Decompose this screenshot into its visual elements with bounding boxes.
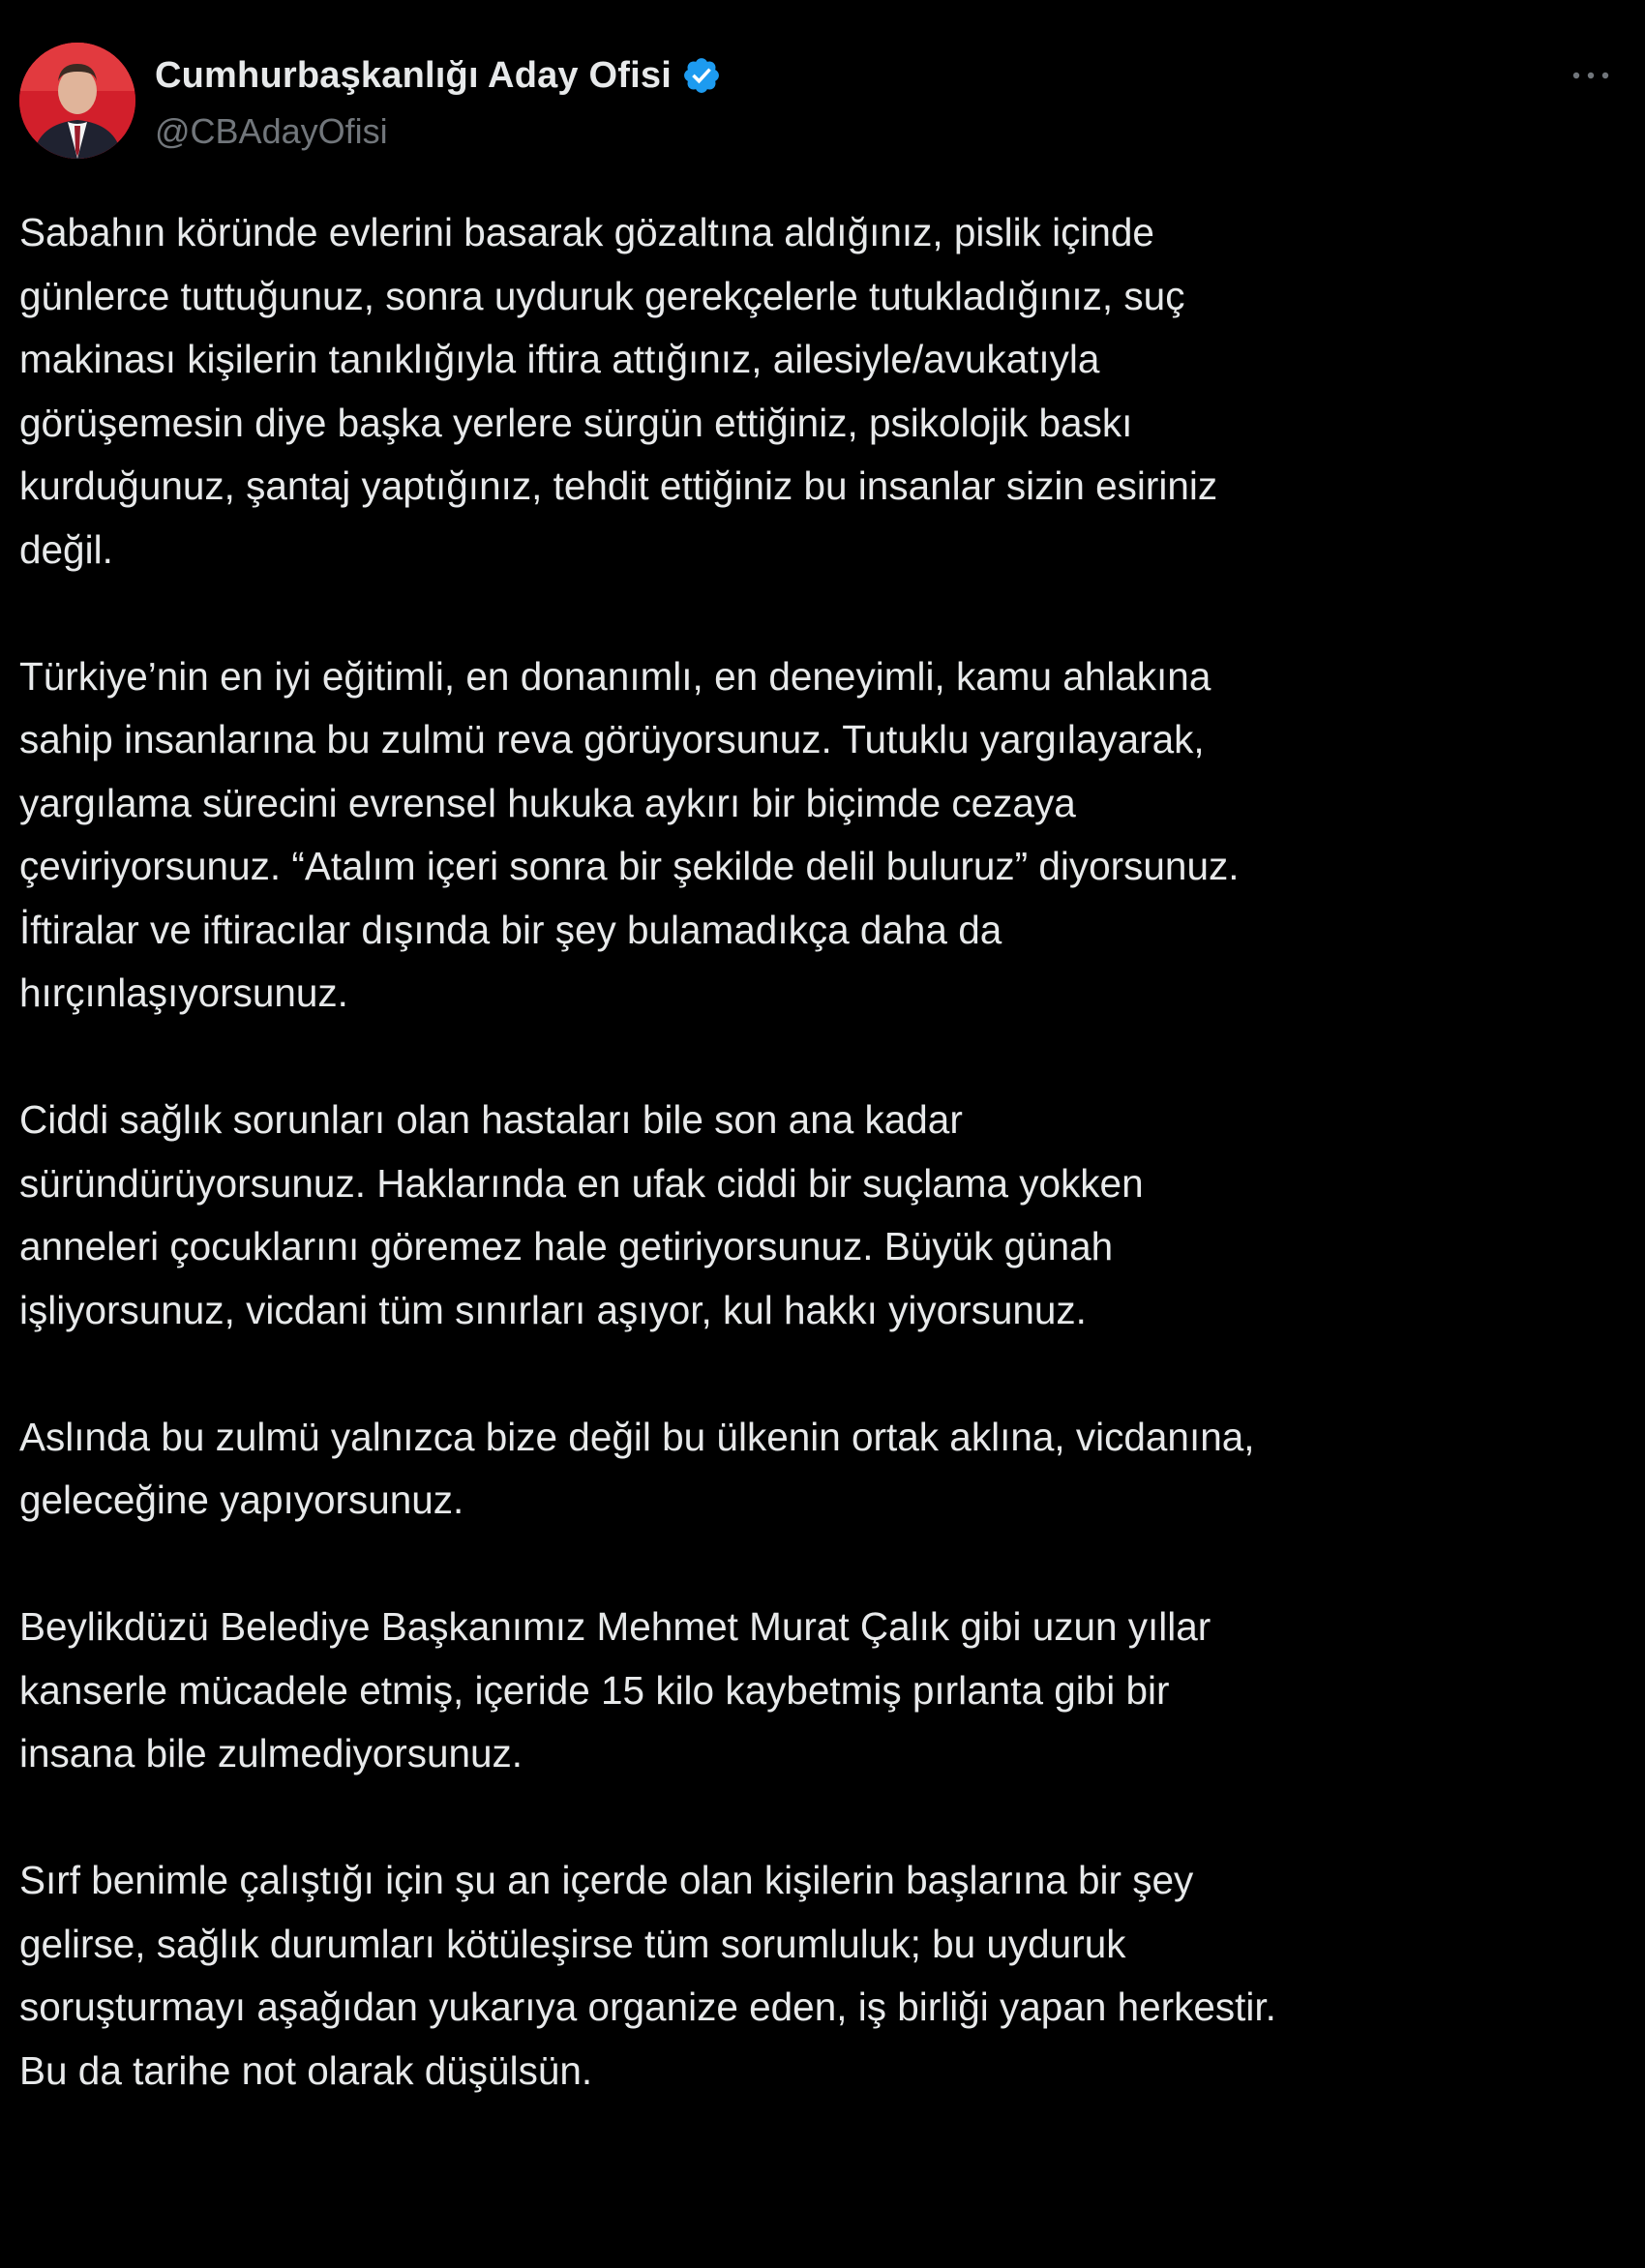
profile-photo-icon	[19, 43, 135, 159]
verified-badge-icon[interactable]	[681, 55, 722, 96]
tweet-text	[19, 201, 1626, 2103]
tweet-paragraph-3: Ciddi sağlık sorunları olan hastaları bile son ana kadar süründürüyorsunuz. Haklarında en ufak ciddi bir suçlama yokken anneleri çocuklarını göremez hale getiriyorsunuz. Büyük günah işliyorsunuz, vicdani tüm sınırları aşıyor, kul hakkı yiyorsunuz.	[19, 1097, 1144, 1332]
ellipsis-icon	[1571, 71, 1610, 80]
tweet-header	[19, 43, 1626, 163]
author-names	[155, 46, 722, 163]
display-name[interactable]: Cumhurbaşkanlığı Aday Ofisi	[155, 54, 672, 96]
tweet-paragraph-4: Aslında bu zulmü yalnızca bize değil bu ülkenin ortak aklına, vicdanına, geleceğine yapıyorsunuz.	[19, 1414, 1255, 1522]
tweet-paragraph-1: Sabahın köründe evlerini basarak gözaltına aldığınız, pislik içinde günlerce tuttuğunuz, sonra uyduruk gerekçelerle tutukladığınız, suç makinası kişilerin tanıklığıyla iftira attığınız, ailesiyle/avukatıyla görüşemesin diye başka yerlere sürgün ettiğiniz, psikolojik baskı kurduğunuz, şantaj yaptığınız, tehdit ettiğiniz bu insanlar sizin esiriniz değil.	[19, 210, 1218, 572]
avatar[interactable]	[19, 43, 135, 159]
display-name-line	[155, 46, 722, 104]
more-options-button[interactable]	[1564, 56, 1618, 95]
tweet-paragraph-6: Sırf benimle çalıştığı için şu an içerde olan kişilerin başlarına bir şey gelirse, sağlık durumları kötüleşirse tüm sorumluluk; bu uyduruk soruşturmayı aşağıdan yukarıya organize eden, iş birliği yapan herkestir. Bu da tarihe not olarak düşülsün.	[19, 1858, 1276, 2093]
author-handle[interactable]: @CBAdayOfisi	[155, 111, 388, 151]
tweet-paragraph-2: Türkiye’nin en iyi eğitimli, en donanımlı, en deneyimli, kamu ahlakına sahip insanlarına bu zulmü reva görüyorsunuz. Tutuklu yargılayarak, yargılama sürecini evrensel hukuka aykırı bir biçimde cezaya çeviriyorsunuz. “Atalım içeri sonra bir şekilde delil buluruz” diyorsunuz. İftiralar ve iftiracılar dışında bir şey bulamadıkça daha da hırçınlaşıyorsunuz.	[19, 653, 1240, 1015]
tweet-paragraph-5: Beylikdüzü Belediye Başkanımız Mehmet Murat Çalık gibi uzun yıllar kanserle mücadele etmiş, içeride 15 kilo kaybetmiş pırlanta gibi bir insana bile zulmediyorsunuz.	[19, 1604, 1211, 1776]
